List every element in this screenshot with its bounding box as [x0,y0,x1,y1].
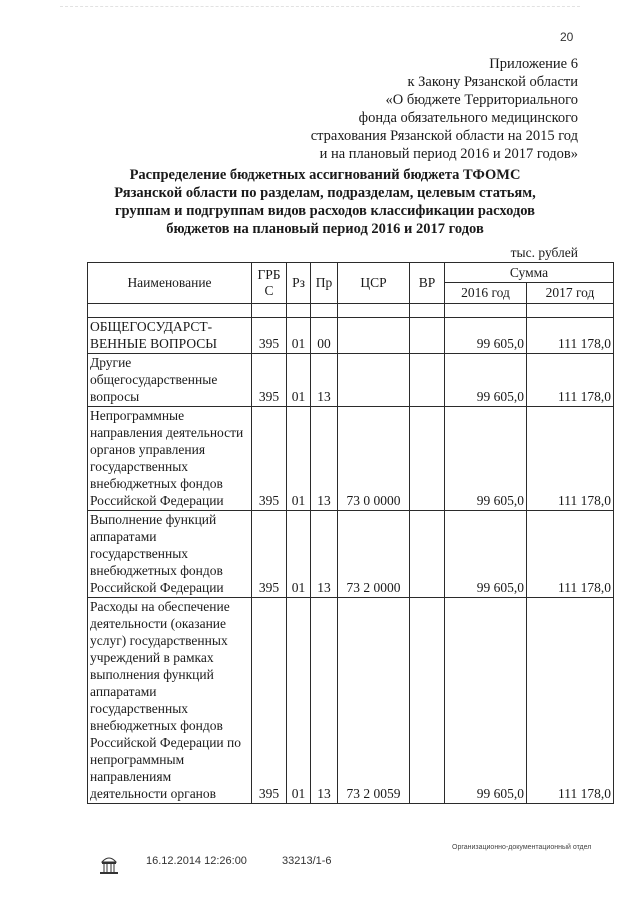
row-grbs: 395 [252,407,287,511]
row-grbs: 395 [252,511,287,598]
row-rz: 01 [287,511,311,598]
row-grbs: 395 [252,598,287,804]
appendix-line: к Закону Рязанской области [407,74,578,90]
row-name: ОБЩЕГОСУДАРСТ-ВЕННЫЕ ВОПРОСЫ [88,318,252,354]
table-row [88,407,614,511]
row-csr: 73 2 0000 [338,511,410,598]
row-pr: 13 [311,598,338,804]
header-vr: ВР [410,263,445,304]
document-title [80,166,570,238]
title-line: Рязанской области по разделам, подразделам, целевым статьям, [114,185,536,201]
table-row [88,354,614,407]
row-pr: 13 [311,407,338,511]
header-rz: Рз [287,263,311,304]
appendix-line: «О бюджете Территориального [385,92,578,108]
row-2016: 99 605,0 [445,354,527,407]
row-2017: 111 178,0 [527,407,614,511]
row-csr [338,354,410,407]
header-name: Наименование [88,263,252,304]
duma-logo-icon [98,853,120,881]
row-2017: 111 178,0 [527,318,614,354]
footer-stamp [0,843,640,903]
table-row [88,598,614,804]
appendix-line: страхования Рязанской области на 2015 год [310,128,578,144]
row-csr: 73 0 0000 [338,407,410,511]
row-pr: 13 [311,511,338,598]
appendix-line: фонда обязательного медицинского [358,110,578,126]
row-name: Непрограммные направления деятельности органов управления государственных внебюджетных фондов Российской Федерации [88,407,252,511]
header-csr: ЦСР [338,263,410,304]
row-2016: 99 605,0 [445,511,527,598]
row-pr: 00 [311,318,338,354]
row-rz: 01 [287,598,311,804]
table-row [88,511,614,598]
title-line: Распределение бюджетных ассигнований бюджета ТФОМС [129,167,521,183]
stamp-department: Организационно-документационный отдел [452,844,592,851]
units-label: тыс. рублей [510,245,578,260]
row-rz: 01 [287,354,311,407]
row-2016: 99 605,0 [445,598,527,804]
row-pr: 13 [311,354,338,407]
appendix-line: и на плановый период 2016 и 2017 годов» [319,146,578,162]
row-grbs: 395 [252,354,287,407]
header-grbs: ГРБ С [252,263,287,304]
row-csr: 73 2 0059 [338,598,410,804]
appendix-header [248,55,578,163]
row-vr [410,598,445,804]
scan-top-marks [60,6,580,11]
row-rz: 01 [287,407,311,511]
row-2017: 111 178,0 [527,598,614,804]
row-vr [410,318,445,354]
page-number: 20 [560,30,574,44]
row-2016: 99 605,0 [445,407,527,511]
row-grbs: 395 [252,318,287,354]
header-sum: Сумма [445,263,614,283]
row-vr [410,511,445,598]
row-rz: 01 [287,318,311,354]
title-line: бюджетов на плановый период 2016 и 2017 годов [166,221,484,237]
appendix-line: Приложение 6 [489,56,578,72]
row-2016: 99 605,0 [445,318,527,354]
row-name: Выполнение функций аппаратами государственных внебюджетных фондов Российской Федерации [88,511,252,598]
row-vr [410,354,445,407]
row-2017: 111 178,0 [527,354,614,407]
title-line: группам и подгруппам видов расходов классификации расходов [114,203,536,219]
row-name: Расходы на обеспечение деятельности (оказание услуг) государственных учреждений в рамках выполнения функций аппаратами государственных внебюджетных фондов Российской Федерации по непрограммным направлениям деятельности органов [88,598,252,804]
row-2017: 111 178,0 [527,511,614,598]
header-2017: 2017 год [527,283,614,304]
header-2016: 2016 год [445,283,527,304]
budget-table [87,262,614,804]
stamp-doc-number: 33213/1-6 [282,855,332,867]
row-vr [410,407,445,511]
header-pr: Пр [311,263,338,304]
stamp-timestamp: 16.12.2014 12:26:00 [146,855,247,867]
row-name: Другие общегосударственные вопросы [88,354,252,407]
table-row [88,318,614,354]
row-csr [338,318,410,354]
